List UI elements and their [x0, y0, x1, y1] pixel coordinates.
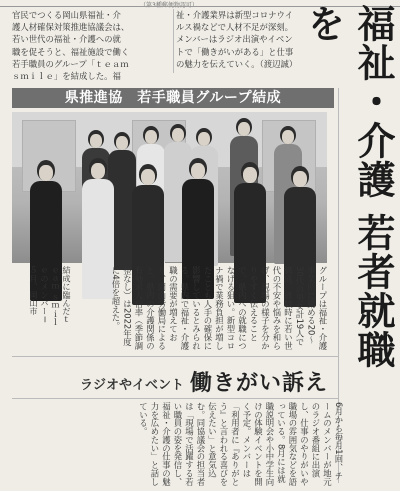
lead-line: の魅力を伝えていく。（渡辺誠）	[176, 58, 298, 69]
lead-line: メンバーはラジオ出演やイベン	[176, 34, 293, 45]
lead-line: ｓｍｉｌｅ」を結成した。福	[12, 70, 121, 81]
lead-line: 若い世代の福祉・介護への就	[12, 34, 121, 45]
lead-line: 祉・介護業界は新型コロナウイ	[176, 10, 293, 20]
lead-line: トで「働きがいがある」と仕事	[176, 46, 294, 57]
subheading-small: ラジオやイベント	[80, 378, 185, 393]
section-rule	[12, 398, 338, 399]
photo-caption: 結成に臨んだｔｅａｍ ｓｍｉｌｅのメンバー＝５月、岡山市	[29, 266, 72, 327]
column-divider	[173, 9, 174, 73]
subheading-large: 働きがい訴え	[190, 371, 329, 396]
article-body-lower: 6月から毎月1回、チームのメンバーが地元のラジオ番組に出演し、仕事のやりがいや職場の雰囲気などを語っている。8月には就職説明会や小中学生向けの体験イベントを開く予定。メンバーは「利用者に『ありがとう』と言われる喜びを伝えたい」と意気込む。同協議会の担当者は「現場で活躍する若い職員の姿を発信し、福祉・介護の仕事の魅力を広めたい」と話している。	[138, 402, 344, 486]
headline: 福祉・介護 若者就職を	[301, 4, 395, 370]
section-heading-bar: 県推進協 若手職員グループ結成	[12, 88, 334, 108]
lead-line: 護人材確保対策推進協議会は、	[12, 22, 130, 33]
lead-column-left	[12, 9, 172, 82]
lead-line: 職を促そうと、福祉施設で働く	[12, 46, 130, 57]
lead-line: 若手職員のグループ「ｔｅａｍ	[12, 58, 129, 69]
lead-line: ルス禍などで人材不足が深刻。	[176, 22, 293, 33]
section-rule	[12, 356, 338, 357]
lead-line: 官民でつくる岡山県福祉・介	[12, 10, 121, 20]
masthead	[140, 0, 198, 9]
subheading	[80, 360, 340, 398]
group-photo	[12, 112, 327, 263]
article-body-upper: グループは福祉・介護事業所に勤める20〜30代の男女計19人で構成。就職時に若い世代の不安や悩みを和らげ、現場の様子を分かりやすく伝えることで、県内への就職につなげる狙い。新型コロナ禍で業務負担が増したことも人手の確保に影響しているとみられる。県内で福祉・介護職の需要が増えており、岡山労働局によると、県内の介護関係の有効求人倍率（季節調整なし）は2022年度に4倍を超えた。	[111, 266, 328, 350]
